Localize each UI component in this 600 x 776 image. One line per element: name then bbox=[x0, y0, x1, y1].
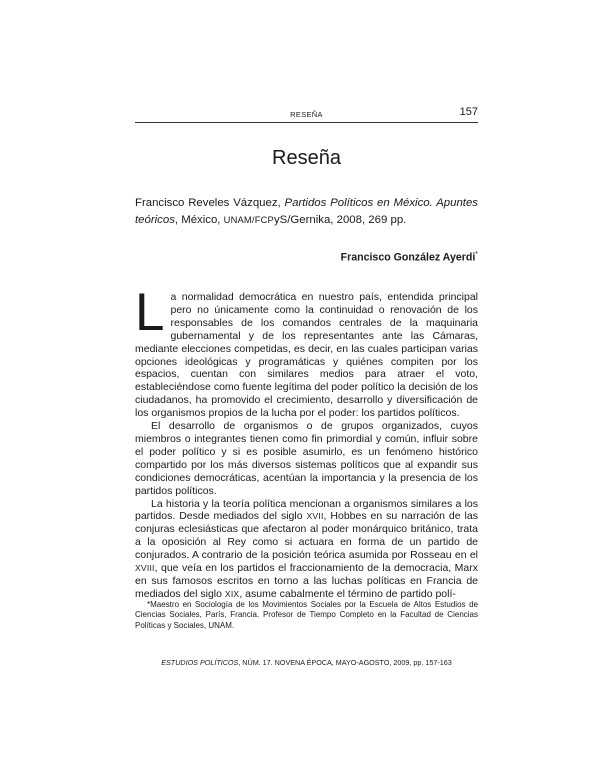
page-title: Reseña bbox=[272, 147, 341, 169]
citation-publisher-sc: UNAM/FCP bbox=[223, 215, 274, 225]
page-number: 157 bbox=[459, 106, 478, 118]
footnote-text: *Maestro en Sociología de los Movimientos Sociales por la Escuela de Altos Estudios de Ciencias Sociales, París, Francia. Profesor de Tiempo Completo en la Facultad de Ciencias Políticas y Sociales, UNAM. bbox=[135, 600, 478, 630]
running-head bbox=[135, 106, 478, 123]
citation-book-title: Partidos Políticos en México. Apuntes teóricos bbox=[135, 197, 478, 226]
paragraph-1 bbox=[135, 283, 478, 420]
paragraph-3 bbox=[135, 498, 478, 601]
paragraph-3-text-c: , que veía en los partidos el fraccionamiento de la democracia, Marx en sus famosos escritos en torno a las luchas políticas en Francia de mediados del siglo bbox=[135, 562, 478, 600]
review-author bbox=[135, 251, 478, 264]
century-19: XIX bbox=[224, 588, 240, 599]
paragraph-3-text-d: , asume cabalmente el término de partido polí- bbox=[239, 587, 456, 600]
paragraph-1-text: a normalidad democrática en nuestro país, entendida principal pero no únicamente como la continuidad o renovación de los responsables de los comandos centrales de la maquinaria gubernamental y de los representantes ante las Cámaras, mediante elecciones competidas, es decir, en las cuales participan varias opciones ideológicas y programáticas y quiénes compiten por los espacios, cuentan con similares medios para atraer el voto, estableciéndose como fuente legítima del poder político la decisión de los ciudadanos, ha promovido el crecimiento, desarrollo y diversificación de los organismos propios de la lucha por el poder: los partidos políticos. bbox=[135, 291, 478, 420]
paragraph-3-text-b: , Hobbes en su narración de las conjuras eclesiásticas que afectaron al poder monárquico británico, trata a la oposición al Rey como si actuara en forma de un partido de conjurados. A contrario de la posición teórica asumida por Rosseau en el bbox=[135, 510, 478, 562]
citation-place: , México, bbox=[174, 214, 224, 226]
citation-author: Francisco Reveles Vázquez, bbox=[135, 197, 281, 209]
journal-footer bbox=[135, 658, 478, 667]
book-citation bbox=[135, 195, 478, 229]
paragraph-2: El desarrollo de organismos o de grupos organizados, cuyos miembros o integrantes tienen como fin primordial y común, influir sobre el poder político y si es posible asumirlo, es un fenómeno histórico compartido por los más diversos sistemas políticos que al expandir sus condiciones democráticas, acentúan la importancia y la presencia de los partidos políticos. bbox=[135, 420, 478, 497]
century-18: XVIII bbox=[135, 563, 155, 574]
article-body bbox=[135, 283, 478, 601]
footnote bbox=[135, 600, 478, 631]
paragraph-3-text-a: La historia y la teoría política mencionan a organismos similares a los partidos. Desde mediados del siglo bbox=[135, 497, 478, 523]
journal-name: ESTUDIOS POLÍTICOS bbox=[161, 658, 239, 667]
running-head-section: RESEÑA bbox=[290, 110, 323, 119]
journal-details: , NÚM. 17. NOVENA ÉPOCA, MAYO-AGOSTO, 2009, pp. 157-163 bbox=[238, 658, 452, 667]
citation-publisher-rest: yS/Gernika, 2008, 269 pp. bbox=[273, 214, 407, 226]
century-17: XVII bbox=[306, 511, 324, 522]
review-author-name: Francisco González Ayerdi bbox=[340, 251, 476, 264]
drop-cap: L bbox=[135, 283, 165, 342]
footnote-marker: * bbox=[475, 251, 478, 258]
